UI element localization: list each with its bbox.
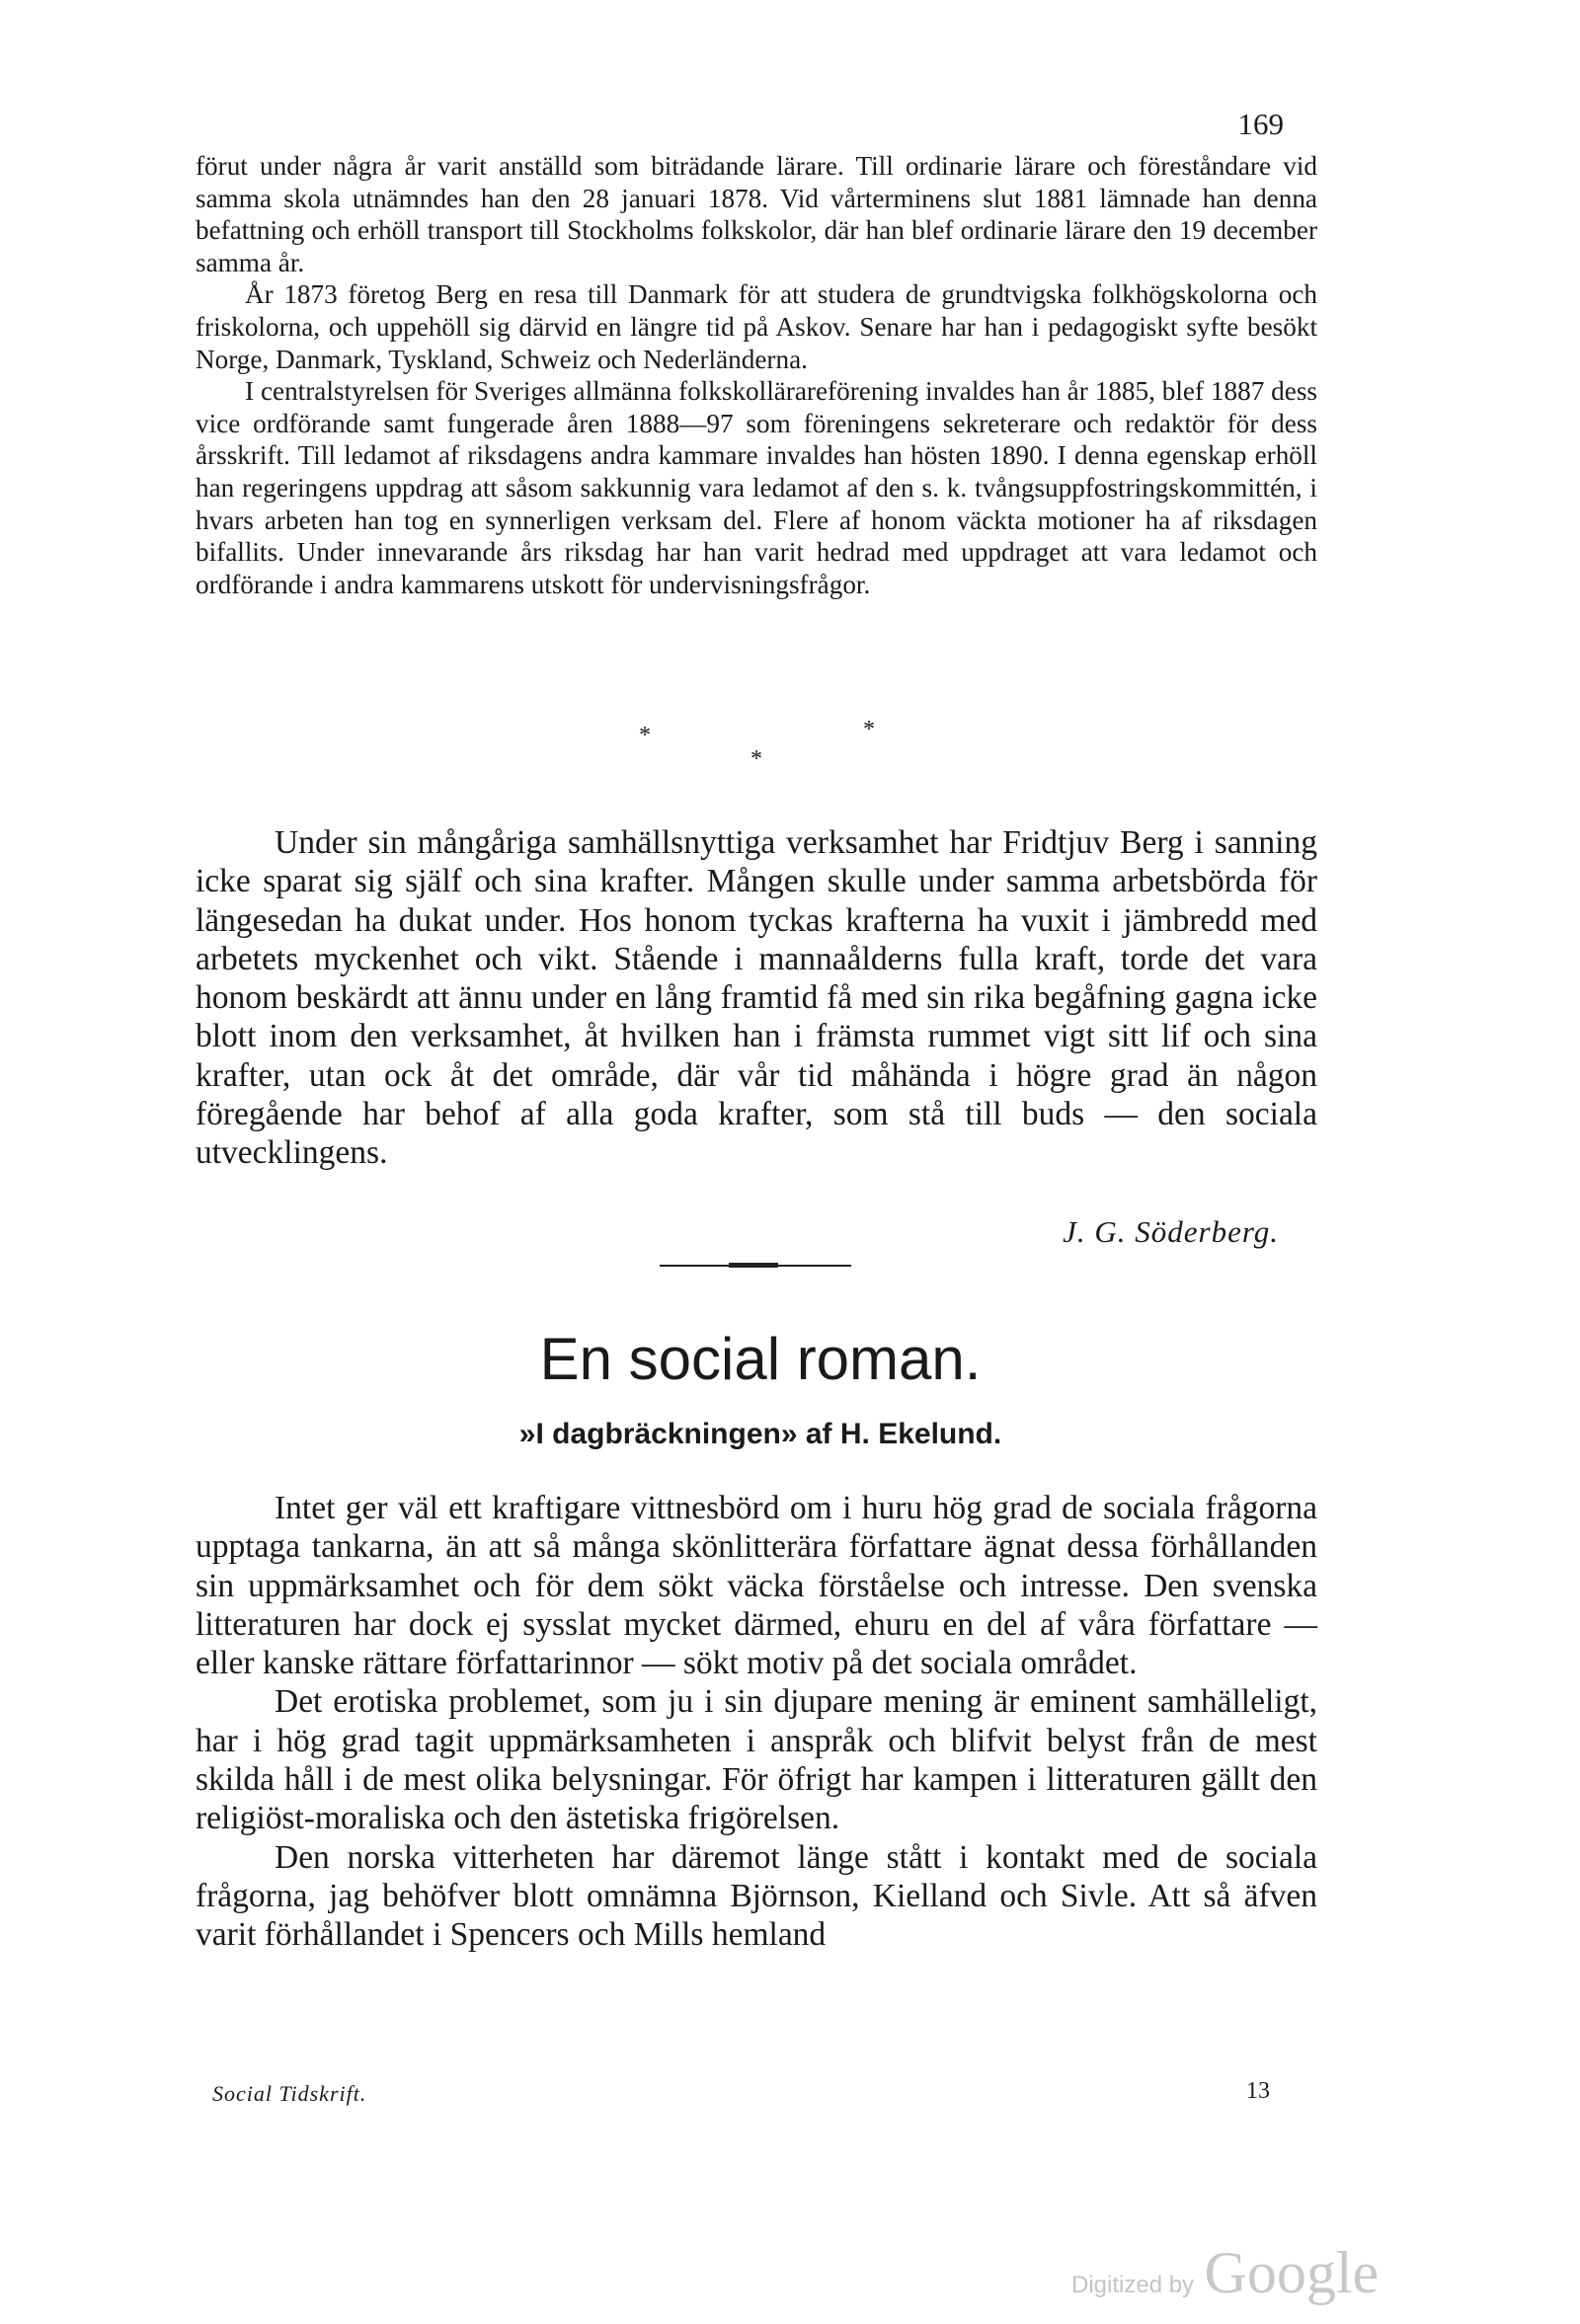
tribute-section xyxy=(196,823,1317,1173)
signature-mark-footer: 13 xyxy=(1246,2078,1270,2104)
article-paragraph-1: Intet ger väl ett kraftigare vittnesbörd om i huru hög grad de sociala frågorna upptaga tankarna, än att så många skönlitterära författare ägnat dessa förhållanden sin uppmärksamhet och för dem sökt väcka förståelse och intresse. Den svenska litteraturen har dock ej sysslat mycket därmed, ehuru en del af våra författare — eller kanske rättare författarinnor — sökt motiv på det sociala området. xyxy=(196,1490,1317,1682)
watermark-prefix: Digitized by xyxy=(1071,2272,1195,2298)
article-subtitle: »I dagbräckningen» af H. Ekelund. xyxy=(518,1418,1002,1450)
author-signature: J. G. Söderberg. xyxy=(1063,1214,1279,1249)
article-title: En social roman. xyxy=(539,1326,982,1392)
article-paragraph-3: Den norska vitterheten har däremot länge stått i kontakt med de sociala frågorna, jag behöfver blott omnämna Björnson, Kielland och Sivle. Att så äfven varit förhållandet i Spencers och Mills hemland xyxy=(196,1838,1317,1954)
journal-name-footer: Social Tidskrift. xyxy=(212,2081,367,2106)
tribute-paragraph: Under sin mångåriga samhällsnyttiga verksamhet har Fridtjuv Berg i sanning icke sparat sig själf och sina krafter. Mången skulle under samma arbetsbörda för längesedan ha dukat under. Hos honom tyckas krafterna ha vuxit i jämbredd med arbetets myckenhet och vikt. Stående i mannaålderns fulla kraft, torde det vara honom beskärdt att ännu under en lång framtid få med sin rika begåfning gagna icke blott inom den verksamhet, åt hvilken han i främsta rummet vigt sitt lif och sina krafter, utan ock åt det område, där vår tid måhända i högre grad än någon föregående har behof af alla goda krafter, som stå till buds — den sociala utvecklingens. xyxy=(196,824,1317,1172)
page-number: 169 xyxy=(1237,107,1284,141)
biography-paragraph-3: I centralstyrelsen för Sveriges allmänna folkskollärareförening invaldes han år 1885, blef 1887 dess vice ordförande samt fungerade åren 1888—97 som föreningens sekreterare och redaktör för dess årsskrift. Till ledamot af riksdagens andra kammare invaldes han hösten 1890. I denna egenskap erhöll han regeringens uppdrag att såsom sakkunnig vara ledamot af den s. k. tvångsuppfostringskommittén, i hvars arbeten han tog en synnerligen verksam del. Flere af honom väckta motioner ha af riksdagen bifallits. Under innevarande års riksdag har han varit hedrad med uppdraget att vara ledamot och ordförande i andra kammarens utskott för undervisningsfrågor. xyxy=(196,376,1317,599)
section-divider-asterisks xyxy=(0,717,1580,776)
asterisk-center: * xyxy=(750,746,762,772)
article-body xyxy=(196,1489,1317,1955)
digitized-watermark xyxy=(1071,2239,1379,2307)
asterisk-right: * xyxy=(863,717,875,742)
biography-paragraph-2: År 1873 företog Berg en resa till Danmark för att studera de grundtvigska folkhögskolorna och friskolorna, och uppehöll sig därvid en längre tid på Askov. Senare har han i pedagogiskt syfte besökt Norge, Danmark, Tyskland, Schweiz och Nederländerna. xyxy=(196,279,1317,374)
google-logo: Google xyxy=(1204,2240,1380,2305)
biography-section xyxy=(196,150,1317,600)
biography-paragraph-1: förut under några år varit anställd som biträdande lärare. Till ordinarie lärare och föreståndare vid samma skola utnämndes han den 28 januari 1878. Vid vårterminens slut 1881 lämnade han denna befattning och erhöll transport till Stockholms folkskolor, där han blef ordinarie lärare den 19 december samma år. xyxy=(196,151,1317,277)
asterisk-left: * xyxy=(639,723,651,748)
separator-rule-center xyxy=(729,1263,778,1268)
article-paragraph-2: Det erotiska problemet, som ju i sin djupare mening är eminent samhälleligt, har i hög grad tagit uppmärksamheten i anspråk och blifvit belyst från de mest skilda håll i de mest olika belysningar. För öfrigt har kampen i litteraturen gällt den religiöst-moraliska och den ästetiska frigörelsen. xyxy=(196,1683,1317,1837)
